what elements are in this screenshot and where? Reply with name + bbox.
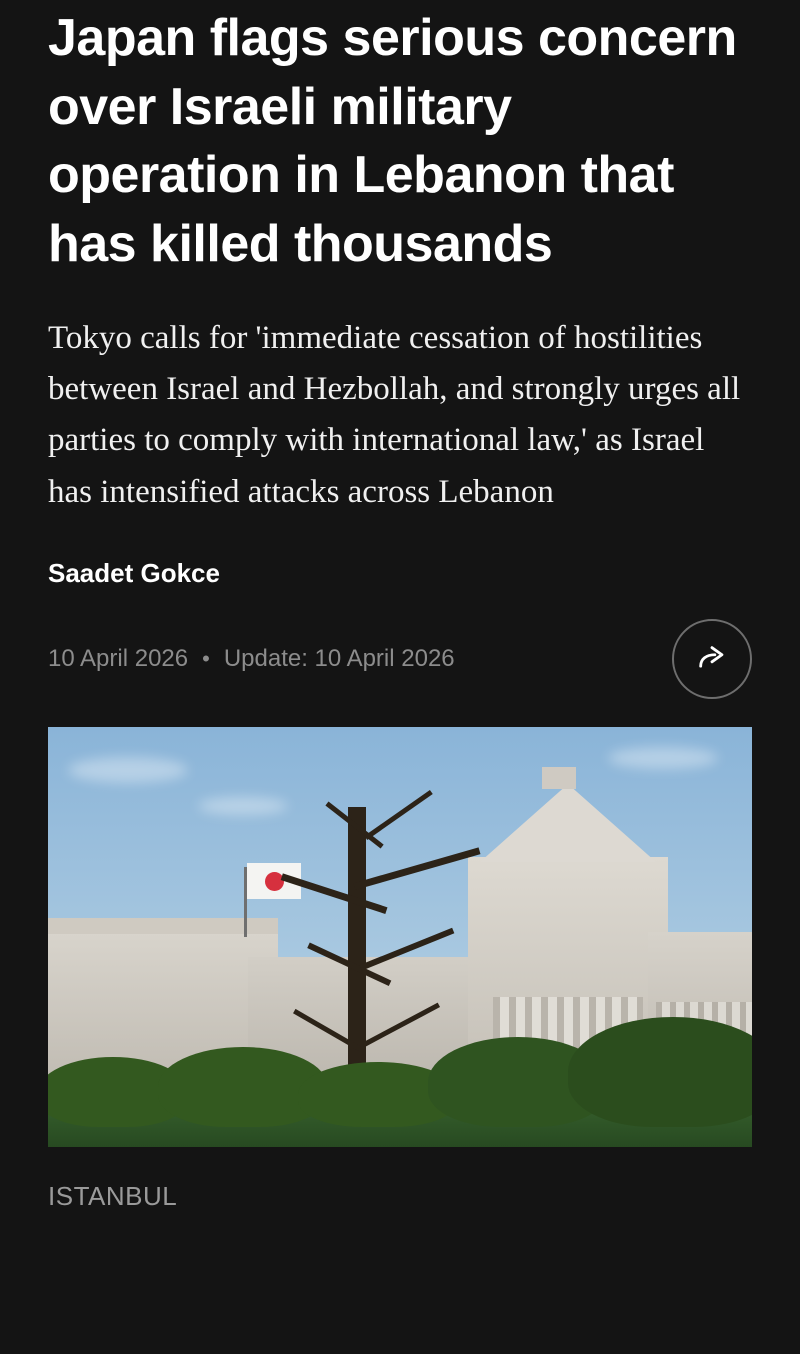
- flag-sun-disc: [265, 872, 284, 891]
- photo-canvas: [48, 727, 752, 1147]
- published-date: 10 April 2026: [48, 645, 189, 673]
- tower-roof: [480, 784, 656, 862]
- article-meta-row: [48, 619, 752, 699]
- bush-shape: [568, 1017, 752, 1127]
- cloud-shape: [198, 797, 288, 815]
- image-caption: ISTANBUL: [48, 1181, 178, 1212]
- article-image: [48, 727, 752, 1147]
- cloud-shape: [608, 747, 718, 769]
- updated-date: Update: 10 April 2026: [223, 645, 455, 673]
- tree-branch: [354, 848, 481, 891]
- article-standfirst: Tokyo calls for 'immediate cessation of hostilities between Israel and Hezbollah, and strongly urges all parties to comply with international law,' as Israel has intensified attacks across Lebanon: [48, 319, 741, 510]
- page-title: Japan flags serious concern over Israeli military operation in Lebanon that has killed thousands: [48, 9, 737, 273]
- dateline: [48, 645, 455, 673]
- tree-branch: [364, 790, 432, 840]
- meta-separator: •: [202, 646, 210, 672]
- article-author: Saadet Gokce: [48, 558, 220, 589]
- share-arrow-icon: [695, 642, 729, 676]
- tower-finial: [542, 767, 576, 789]
- cloud-shape: [68, 757, 188, 783]
- share-button[interactable]: [672, 619, 752, 699]
